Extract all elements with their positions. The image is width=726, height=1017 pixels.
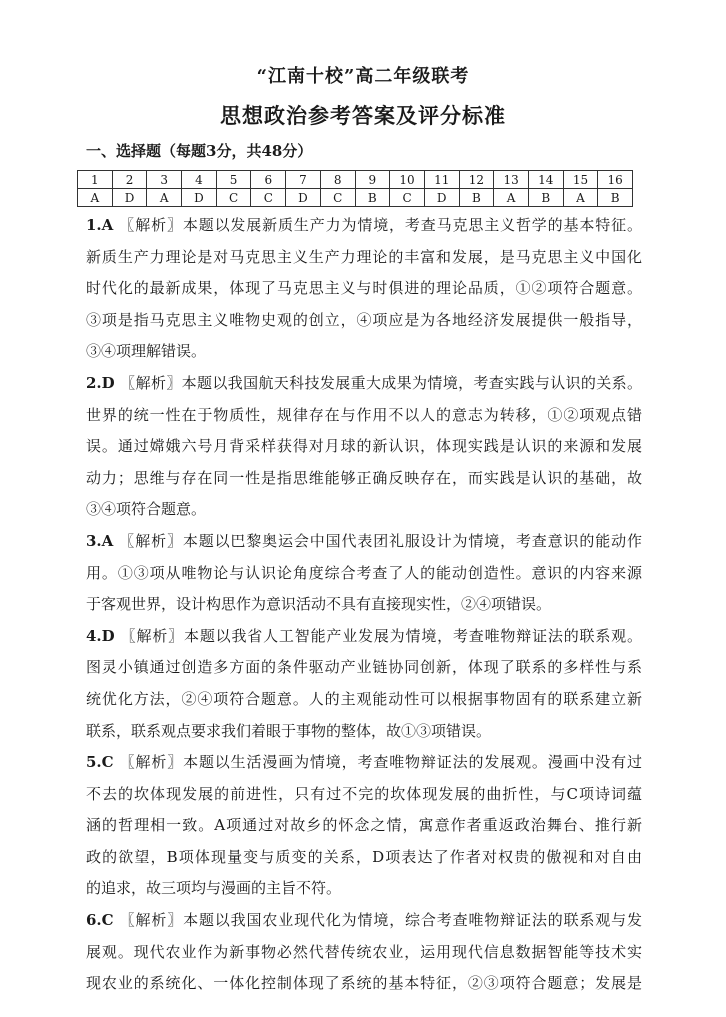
explanation-line: 新质生产力理论是对马克思主义生产力理论的丰富和发展，是马克思主义中国化 [86,247,642,266]
explanation-line: ③④项符合题意。 [86,500,207,519]
explanation-item [86,621,642,747]
question-number-cell: 13 [494,171,529,189]
question-number-cell: 4 [182,171,217,189]
exam-title: “江南十校”高二年级联考 [256,66,470,87]
answer-cell: B [355,189,390,207]
question-label: 1.A [86,216,120,234]
explanation-line: 2.D 〖解析〗本题以我国航天科技发展重大成果为情境，考查实践与认识的关系。 [86,373,642,392]
answer-cell: C [216,189,251,207]
answer-cell: A [563,189,598,207]
explanation-line: 统优化方法，②④项符合题意。人的主观能动性可以根据事物固有的联系建立新 [86,689,642,708]
explanation-line: 现农业的系统化、一体化控制体现了系统的基本特征，②③项符合题意；发展是 [86,974,642,993]
question-label: 3.A [86,531,120,550]
question-number-cell: 3 [147,171,182,189]
explanation-line: 5.C 〖解析〗本题以生活漫画为情境，考查唯物辩证法的发展观。漫画中没有过 [86,753,642,772]
question-number-cell: 12 [459,171,494,189]
question-number-cell: 10 [390,171,425,189]
explanation-line: 6.C 〖解析〗本题以我国农业现代化为情境，综合考查唯物辩证法的联系观与发 [86,911,642,930]
question-label: 5.C [86,753,120,772]
explanation-line: 涵的哲理相一致。A项通过对故乡的怀念之情，寓意作者重返政治舞台、推行新 [86,816,642,835]
explanation-item [86,905,642,1000]
answer-cell: D [182,189,217,207]
answer-cell: A [78,189,113,207]
explanation-line: 1.A 〖解析〗本题以发展新质生产力为情境，考查马克思主义哲学的基本特征。 [86,216,642,234]
answer-cell: B [598,189,633,207]
question-number-cell: 14 [528,171,563,189]
answer-cell: D [424,189,459,207]
answer-table [77,170,633,207]
answer-cell: C [251,189,286,207]
explanation-line: 联系，联系观点要求我们着眼于事物的整体，故①③项错误。 [86,721,492,740]
explanation-line: 于客观世界，设计构思作为意识活动不具有直接现实性，②④项错误。 [86,595,552,614]
explanation-item [86,747,642,905]
explanation-item [86,526,642,621]
explanation-line: 不去的坎体现发展的前进性，只有过不完的坎体现发展的曲折性，与C项诗词蕴 [86,784,642,803]
answer-cell: A [494,189,529,207]
explanation-item [86,368,642,526]
question-number-cell: 8 [320,171,355,189]
answer-cell: C [390,189,425,207]
section-heading: 一、选择题（每题3分，共48分） [86,142,313,160]
answer-cell: A [147,189,182,207]
explanation-line: 用。①③项从唯物论与认识论角度综合考查了人的能动创造性。意识的内容来源 [86,563,642,582]
question-label: 4.D [86,626,121,645]
question-label: 2.D [86,373,121,392]
explanation-line: 动力；思维与存在同一性是指思维能够正确反映存在，而实践是认识的基础，故 [86,468,642,487]
explanation-line: 政的欲望，B项体现量变与质变的关系，D项表达了作者对权贵的傲视和对自由 [86,847,642,866]
question-number-cell: 7 [286,171,321,189]
explanation-line: 3.A 〖解析〗本题以巴黎奥运会中国代表团礼服设计为情境，考查意识的能动作 [86,531,642,550]
answer-cell: B [528,189,563,207]
explanations [86,210,642,1000]
explanation-line: 误。通过嫦娥六号月背采样获得对月球的新认识，体现实践是认识的来源和发展 [86,437,642,456]
explanation-line: 时代化的最新成果，体现了马克思主义与时俱进的理论品质，①②项符合题意。 [86,279,642,298]
explanation-line: 世界的统一性在于物质性，规律存在与作用不以人的意志为转移，①②项观点错 [86,405,642,424]
explanation-line: 展观。现代农业作为新事物必然代替传统农业，运用现代信息数据智能等技术实 [86,942,642,961]
answer-cell: D [286,189,321,207]
explanation-line: 的追求，故三项均与漫画的主旨不符。 [86,879,342,898]
question-number-cell: 11 [424,171,459,189]
explanation-line: ③④项理解错误。 [86,342,207,361]
question-number-row [78,171,633,189]
question-number-cell: 5 [216,171,251,189]
question-label: 6.C [86,911,120,930]
explanation-line: 图灵小镇通过创造多方面的条件驱动产业链协同创新，体现了联系的多样性与系 [86,658,642,677]
question-number-cell: 15 [563,171,598,189]
question-number-cell: 1 [78,171,113,189]
answer-cell: C [320,189,355,207]
question-number-cell: 16 [598,171,633,189]
question-number-cell: 9 [355,171,390,189]
subject-title: 思想政治参考答案及评分标准 [220,103,506,128]
answer-row [78,189,633,207]
answer-cell: D [112,189,147,207]
question-number-cell: 2 [112,171,147,189]
explanation-line: ③项是指马克思主义唯物史观的创立，④项应是为各地经济发展提供一般指导， [86,310,642,329]
answer-cell: B [459,189,494,207]
explanation-item [86,210,642,368]
explanation-line: 4.D 〖解析〗本题以我省人工智能产业发展为情境，考查唯物辩证法的联系观。 [86,626,642,645]
question-number-cell: 6 [251,171,286,189]
